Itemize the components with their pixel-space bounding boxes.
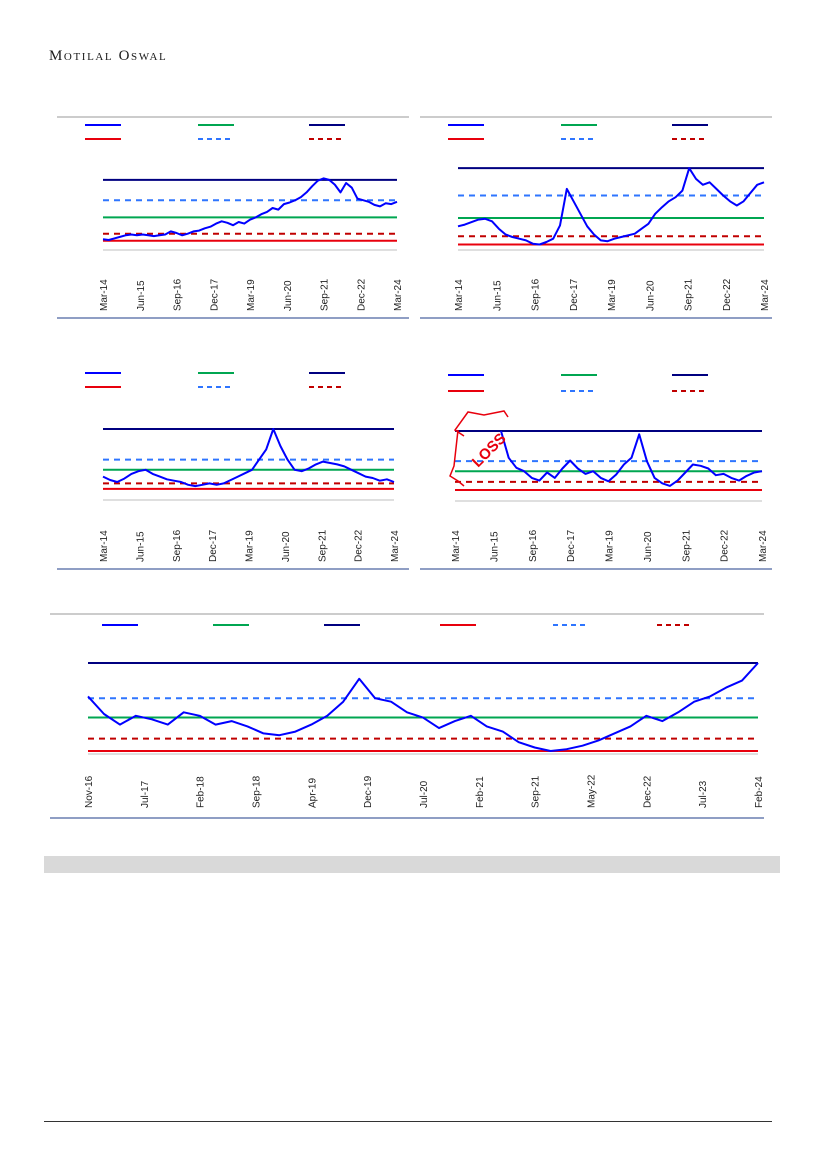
x-tick-label: Feb-24 (754, 776, 765, 808)
x-tick-label: Mar-24 (393, 279, 404, 311)
x-tick-label: Dec-17 (568, 278, 580, 311)
x-tick-label: Dec-17 (566, 529, 578, 562)
x-tick-label: Dec-22 (353, 529, 365, 562)
x-tick-label: Mar-14 (451, 530, 462, 562)
chart-5 (50, 614, 764, 819)
x-tick-label: Feb-18 (195, 776, 207, 808)
x-tick-label: Dec-17 (209, 278, 221, 311)
series-line (103, 178, 397, 240)
x-tick-label: Dec-19 (363, 775, 375, 808)
series-line (458, 168, 764, 244)
x-tick-label: Dec-22 (356, 278, 368, 311)
x-tick-label: Sep-21 (681, 529, 693, 562)
x-tick-label: Sep-16 (172, 278, 184, 311)
chart-4 (420, 368, 772, 570)
x-tick-label: Mar-14 (454, 279, 465, 311)
chart-3 (57, 368, 409, 570)
x-tick-label: Sep-18 (251, 775, 263, 808)
x-tick-label: Dec-22 (719, 529, 731, 562)
x-tick-label: Jul-23 (698, 780, 710, 808)
chart-2 (420, 117, 772, 319)
x-tick-label: May-22 (586, 774, 598, 808)
series-line (103, 429, 394, 486)
x-tick-label: Feb-21 (474, 776, 486, 808)
x-tick-label: Dec-22 (642, 775, 654, 808)
brace-left (450, 430, 464, 486)
x-tick-label: Jun-20 (642, 531, 654, 562)
loss-annotation (450, 411, 510, 486)
x-tick-label: Mar-19 (246, 279, 257, 311)
x-tick-label: Jun-15 (135, 531, 147, 562)
x-tick-label: Apr-19 (307, 777, 319, 808)
x-tick-label: Mar-19 (607, 279, 618, 311)
x-tick-label: Mar-19 (604, 530, 616, 562)
x-tick-label: Mar-24 (758, 530, 769, 562)
x-tick-label: Jul-17 (139, 780, 151, 808)
footer-divider (44, 1121, 772, 1122)
x-tick-label: Sep-16 (527, 529, 539, 562)
series-line (501, 431, 762, 486)
x-tick-label: Jun-15 (492, 280, 504, 311)
x-tick-label: Jun-20 (282, 280, 294, 311)
x-tick-label: Mar-14 (99, 530, 110, 562)
x-tick-label: Jun-15 (489, 531, 501, 562)
x-tick-label: Mar-14 (99, 279, 110, 311)
chart-1 (57, 117, 409, 319)
loss-label: LOSS (468, 429, 510, 471)
brace-top (455, 411, 508, 436)
x-tick-label: Nov-16 (84, 775, 95, 808)
motilal-oswal-logo: Motilal Oswal (49, 48, 168, 64)
section-header-bar (44, 856, 780, 873)
x-tick-label: Sep-16 (530, 278, 542, 311)
x-tick-label: Jun-20 (280, 531, 292, 562)
x-tick-label: Mar-24 (390, 530, 401, 562)
x-tick-label: Sep-21 (530, 775, 542, 808)
x-tick-label: Dec-22 (721, 278, 733, 311)
x-tick-label: Jun-15 (135, 280, 147, 311)
x-tick-label: Sep-21 (317, 529, 329, 562)
x-tick-label: Jun-20 (645, 280, 657, 311)
x-tick-label: Jul-20 (419, 780, 430, 808)
x-tick-label: Sep-21 (683, 278, 695, 311)
x-tick-label: Mar-19 (244, 530, 256, 562)
x-tick-label: Mar-24 (760, 279, 771, 311)
x-tick-label: Dec-17 (208, 529, 220, 562)
x-tick-label: Sep-21 (319, 278, 331, 311)
x-tick-label: Sep-16 (171, 529, 183, 562)
